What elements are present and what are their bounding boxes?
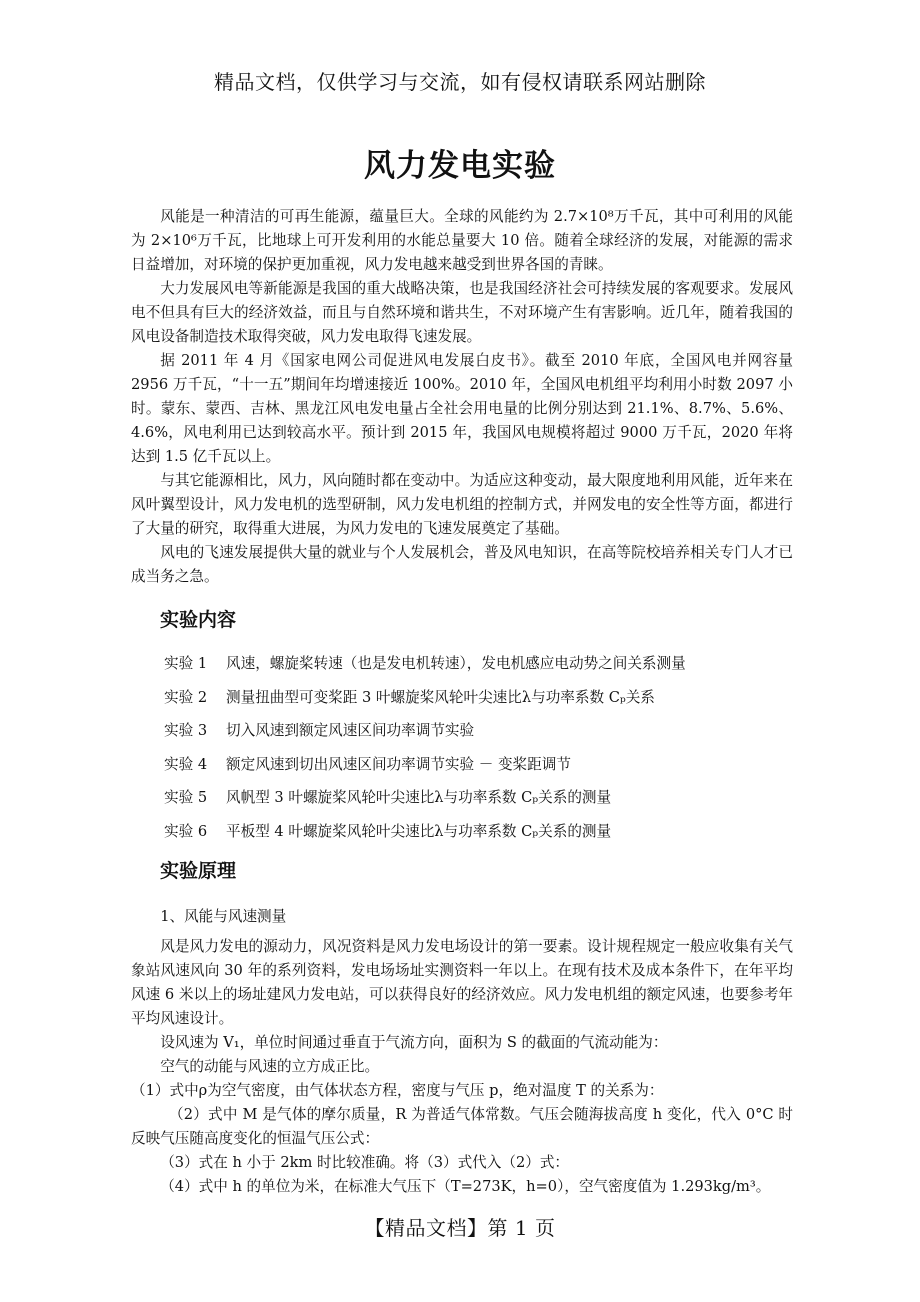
experiment-text: 测量扭曲型可变桨距 3 叶螺旋桨风轮叶尖速比λ与功率系数 Cₚ关系 — [226, 688, 655, 706]
principle-paragraph: 空气的动能与风速的立方成正比。 — [160, 1058, 380, 1075]
sub-heading: 1、风能与风速测量 — [160, 908, 287, 925]
document-title: 风力发电实验 — [364, 148, 556, 184]
experiment-text: 平板型 4 叶螺旋桨风轮叶尖速比λ与功率系数 Cₚ关系的测量 — [226, 822, 612, 840]
principle-paragraph: 风是风力发电的源动力，风况资料是风力发电场设计的第一要素。设计规程规定一般应收集有关气象站风速风向 30 年的系列资料，发电场场址实测资料一年以上。在现有技术及成本条件下，在年平均风速 6 米以上的场址建风力发电站，可以获得良好的经济效应。风力发电机组的额定风速，也要参考年平均风速设计。 — [131, 938, 793, 1027]
experiment-number: 实验 5 — [164, 789, 208, 806]
formula-note: （3）式在 h 小于 2km 时比较准确。将（3）式代入（2）式： — [160, 1154, 570, 1171]
experiment-number: 实验 4 — [164, 755, 208, 773]
intro-paragraph: 据 2011 年 4 月《国家电网公司促进风电发展白皮书》。截至 2010 年底，全国风电并网容量 2956 万千瓦，“十一五”期间年均增速接近 100%。2010 年，全国风电机组平均利用小时数 2097 小时。蒙东、蒙西、吉林、黑龙江风电发电量占全社会用电量的比例分别达到 21.1%、8.7%、5.6%、4.6%，风电利用已达到较高水平。预计到 2015 年，我国风电规模将超过 9000 万千瓦，2020 年将达到 1.5 亿千瓦以上。 — [131, 352, 793, 465]
experiment-text: 风速，螺旋桨转速（也是发电机转速），发电机感应电动势之间关系测量 — [226, 655, 686, 672]
principle-paragraph: 设风速为 V₁，单位时间通过垂直于气流方向，面积为 S 的截面的气流动能为： — [160, 1034, 668, 1051]
experiment-number: 实验 6 — [164, 822, 208, 840]
intro-paragraph: 大力发展风电等新能源是我国的重大战略决策，也是我国经济社会可持续发展的客观要求。发展风电不但具有巨大的经济效益，而且与自然环境和谐共生，不对环境产生有害影响。近几年，随着我国的风电设备制造技术取得突破，风力发电取得飞速发展。 — [131, 280, 793, 345]
experiment-text: 风帆型 3 叶螺旋桨风轮叶尖速比λ与功率系数 Cₚ关系的测量 — [226, 789, 612, 806]
experiment-item — [164, 786, 784, 820]
experiment-item — [164, 652, 784, 686]
intro-paragraph: 风电的飞速发展提供大量的就业与个人发展机会，普及风电知识，在高等院校培养相关专门人才已成当务之急。 — [131, 544, 793, 585]
principle-section — [131, 905, 793, 1199]
experiment-text: 额定风速到切出风速区间功率调节实验 － 变桨距调节 — [226, 755, 571, 773]
intro-paragraph: 风能是一种清洁的可再生能源，蕴量巨大。全球的风能约为 2.7×10⁸万千瓦，其中可利用的风能为 2×10⁶万千瓦，比地球上可开发利用的水能总量要大 10 倍。随着全球经济的发展，对能源的需求日益增加，对环境的保护更加重视，风力发电越来越受到世界各国的青睐。 — [131, 208, 793, 273]
experiment-number: 实验 3 — [164, 722, 208, 739]
experiment-text: 切入风速到额定风速区间功率调节实验 — [226, 722, 475, 739]
experiment-number: 实验 1 — [164, 655, 208, 672]
formula-note: （1）式中ρ为空气密度，由气体状态方程，密度与气压 p，绝对温度 T 的关系为： — [131, 1082, 664, 1099]
experiment-list — [164, 652, 784, 853]
experiment-item — [164, 753, 784, 787]
experiment-item — [164, 820, 784, 854]
section-heading-contents: 实验内容 — [160, 609, 237, 631]
experiment-item — [164, 719, 784, 753]
experiment-number: 实验 2 — [164, 688, 208, 706]
section-heading-principle: 实验原理 — [160, 860, 237, 882]
intro-section — [131, 205, 793, 589]
header-note: 精品文档，仅供学习与交流，如有侵权请联系网站删除 — [214, 70, 706, 94]
formula-note: （2）式中 M 是气体的摩尔质量，R 为普适气体常数。气压会随海拔高度 h 变化，代入 0°C 时反映气压随高度变化的恒温气压公式： — [131, 1106, 793, 1147]
formula-note: （4）式中 h 的单位为米，在标准大气压下（T=273K，h=0），空气密度值为 1.293kg/m³。 — [160, 1178, 771, 1195]
experiment-item — [164, 686, 784, 720]
page-footer: 【精品文档】第 1 页 — [364, 1216, 556, 1240]
intro-paragraph: 与其它能源相比，风力，风向随时都在变动中。为适应这种变动，最大限度地利用风能，近年来在风叶翼型设计，风力发电机的选型研制，风力发电机组的控制方式，并网发电的安全性等方面，都进行了大量的研究，取得重大进展，为风力发电的飞速发展奠定了基础。 — [131, 472, 793, 537]
